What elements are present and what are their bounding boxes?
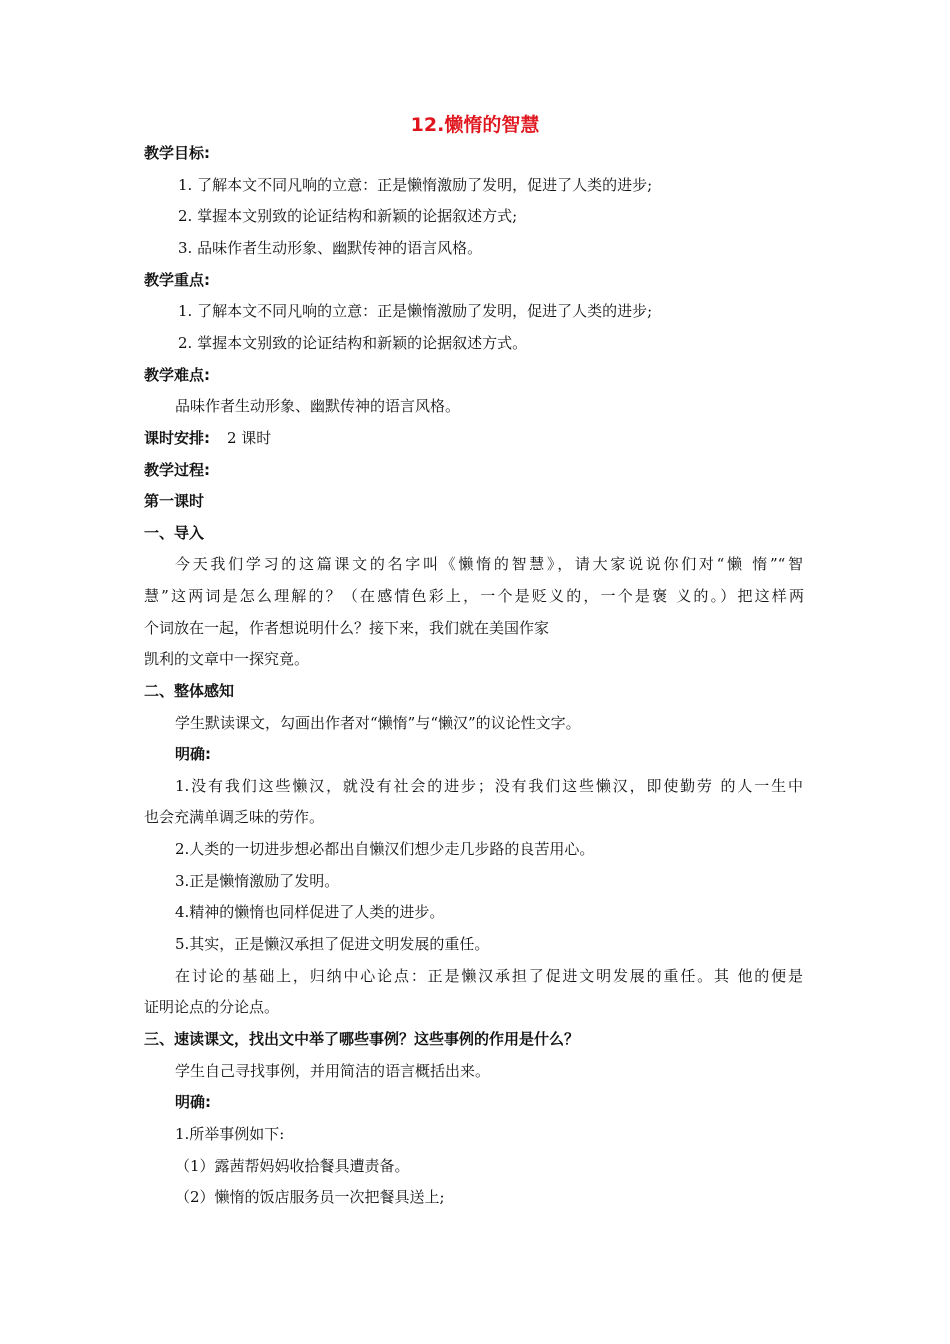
quick-reading-task: 学生自己寻找事例，并用简洁的语言概括出来。 [175, 1062, 491, 1080]
heading-schedule: 课时安排: [144, 429, 210, 447]
point-3: 3.正是懒惰激励了发明。 [175, 872, 340, 890]
goal-1: 1. 了解本文不同凡响的立意：正是懒惰激励了发明，促进了人类的进步; [178, 176, 653, 194]
difficulty-text: 品味作者生动形象、幽默传神的语言风格。 [175, 397, 461, 415]
heading-difficulties: 教学难点: [144, 366, 210, 384]
clarify-label-1: 明确: [175, 745, 211, 763]
perception-task: 学生默读课文，勾画出作者对“懒惰”与“懒汉”的议论性文字。 [175, 714, 581, 732]
section-overall-perception: 二、整体感知 [144, 682, 235, 700]
example-2: （2）懒惰的饭店服务员一次把餐具送上; [175, 1188, 445, 1206]
point-5: 5.其实，正是懒汉承担了促进文明发展的重任。 [175, 935, 490, 953]
intro-paragraph-line-3: 个词放在一起，作者想说明什么？接下来，我们就在美国作家 [144, 619, 550, 637]
clarify-label-2: 明确: [175, 1093, 211, 1111]
intro-paragraph-line-2: 慧”这两词是怎么理解的？（在感情色彩上，一个是贬义的，一个是褒 义的。）把这样两 [144, 587, 804, 605]
key-point-2: 2. 掌握本文别致的论证结构和新颖的论据叙述方式。 [178, 334, 528, 352]
point-1-line-1: 1.没有我们这些懒汉，就没有社会的进步；没有我们这些懒汉，即使勤劳 的人一生中 [175, 777, 803, 795]
summary-line-2: 证明论点的分论点。 [144, 998, 280, 1016]
section-introduction: 一、导入 [144, 524, 205, 542]
point-2: 2.人类的一切进步想必都出自懒汉们想少走几步路的良苦用心。 [175, 840, 595, 858]
schedule-value: 2 课时 [227, 429, 272, 447]
section-quick-reading: 三、速读课文，找出文中举了哪些事例？这些事例的作用是什么？ [144, 1030, 580, 1048]
schedule-line [144, 427, 814, 449]
heading-first-lesson: 第一课时 [144, 492, 205, 510]
heading-teaching-goals: 教学目标: [144, 144, 210, 162]
page-title: 12.懒惰的智慧 [410, 114, 540, 136]
intro-paragraph-line-4: 凯利的文章中一探究竟。 [144, 650, 310, 668]
examples-intro: 1.所举事例如下: [175, 1125, 285, 1143]
example-1: （1）露茜帮妈妈收拾餐具遭责备。 [175, 1157, 410, 1175]
key-point-1: 1. 了解本文不同凡响的立意：正是懒惰激励了发明，促进了人类的进步; [178, 302, 653, 320]
intro-paragraph-line-1: 今天我们学习的这篇课文的名字叫《懒惰的智慧》，请大家说说你们对“懒 惰”“智 [175, 555, 803, 573]
heading-process: 教学过程: [144, 461, 210, 479]
goal-2: 2. 掌握本文别致的论证结构和新颖的论据叙述方式; [178, 207, 518, 225]
heading-key-points: 教学重点: [144, 271, 210, 289]
point-4: 4.精神的懒惰也同样促进了人类的进步。 [175, 903, 445, 921]
summary-line-1: 在讨论的基础上，归纳中心论点：正是懒汉承担了促进文明发展的重任。其 他的便是 [175, 967, 803, 985]
point-1-line-2: 也会充满单调乏味的劳作。 [144, 808, 325, 826]
goal-3: 3. 品味作者生动形象、幽默传神的语言风格。 [178, 239, 483, 257]
